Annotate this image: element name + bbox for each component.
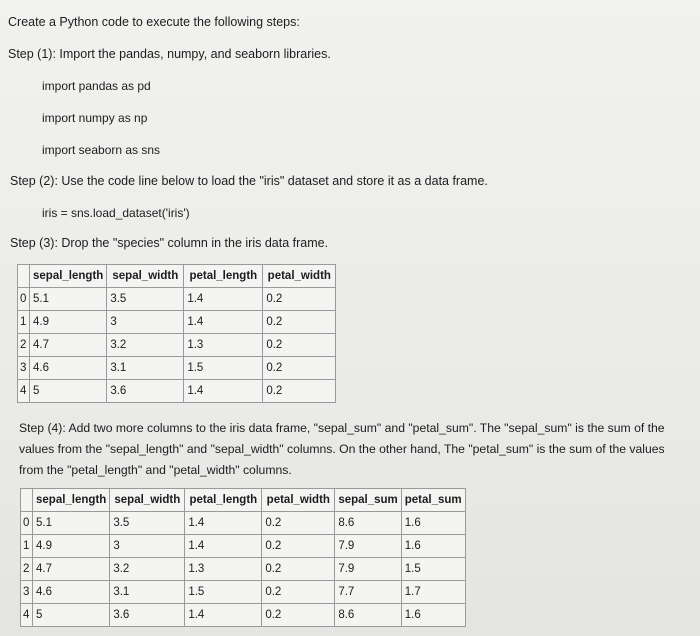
row-index-cell: 0 bbox=[21, 512, 33, 535]
table-cell: 3.1 bbox=[107, 357, 184, 380]
intro-text: Create a Python code to execute the following steps: bbox=[8, 15, 300, 29]
row-index-cell: 3 bbox=[18, 357, 30, 380]
table-row bbox=[18, 288, 336, 311]
table-cell: 1.5 bbox=[185, 581, 262, 604]
column-header: sepal_length bbox=[30, 265, 107, 288]
table-cell: 0.2 bbox=[262, 558, 335, 581]
code-load-dataset: iris = sns.load_dataset('iris') bbox=[42, 206, 190, 220]
table-cell: 1.6 bbox=[401, 535, 465, 558]
row-index-cell: 0 bbox=[18, 288, 30, 311]
column-header: sepal_width bbox=[107, 265, 184, 288]
iris-table-with-sums bbox=[20, 488, 466, 627]
code-import-numpy: import numpy as np bbox=[42, 111, 148, 125]
table-cell: 3.2 bbox=[107, 334, 184, 357]
table-cell: 0.2 bbox=[262, 604, 335, 627]
table-cell: 0.2 bbox=[263, 357, 336, 380]
table-cell: 5 bbox=[30, 380, 107, 403]
table-cell: 0.2 bbox=[262, 581, 335, 604]
row-index-cell: 3 bbox=[21, 581, 33, 604]
step2-text: Step (2): Use the code line below to load the "iris" dataset and store it as a data frame. bbox=[10, 174, 488, 188]
step4-text: Step (4): Add two more columns to the iris data frame, "sepal_sum" and "petal_sum". The "sepal_sum" is the sum of the values from the "sepal_length" and "sepal_width" columns. On the other hand, The "petal_sum" is the sum of the values from the "petal_length" and "petal_width" columns. bbox=[19, 421, 665, 477]
table-row bbox=[21, 558, 466, 581]
table-cell: 8.6 bbox=[335, 604, 401, 627]
column-header: petal_width bbox=[263, 265, 336, 288]
table-cell: 1.3 bbox=[184, 334, 263, 357]
row-index-cell: 2 bbox=[21, 558, 33, 581]
table-cell: 1.6 bbox=[401, 512, 465, 535]
table-cell: 5 bbox=[33, 604, 110, 627]
table-cell: 0.2 bbox=[262, 535, 335, 558]
table-cell: 1.3 bbox=[185, 558, 262, 581]
table-cell: 1.4 bbox=[185, 512, 262, 535]
table-cell: 5.1 bbox=[33, 512, 110, 535]
table-header-row bbox=[21, 489, 466, 512]
table-cell: 1.4 bbox=[185, 604, 262, 627]
table-row bbox=[21, 604, 466, 627]
code-import-seaborn: import seaborn as sns bbox=[42, 143, 161, 157]
row-index-cell: 1 bbox=[18, 311, 30, 334]
code-import-pandas: import pandas as pd bbox=[42, 79, 151, 93]
row-index-cell: 4 bbox=[21, 604, 33, 627]
table-row bbox=[21, 581, 466, 604]
table-row bbox=[21, 512, 466, 535]
row-index-cell: 2 bbox=[18, 334, 30, 357]
row-index-cell: 4 bbox=[18, 380, 30, 403]
table-cell: 7.9 bbox=[335, 535, 401, 558]
column-header: sepal_width bbox=[110, 489, 185, 512]
column-header: sepal_sum bbox=[335, 489, 401, 512]
table-row bbox=[18, 311, 336, 334]
table-row bbox=[21, 535, 466, 558]
table-cell: 1.5 bbox=[184, 357, 263, 380]
column-header: sepal_length bbox=[33, 489, 110, 512]
table-cell: 5.1 bbox=[30, 288, 107, 311]
table-cell: 1.4 bbox=[184, 288, 263, 311]
table-cell: 1.4 bbox=[185, 535, 262, 558]
column-header: petal_length bbox=[184, 265, 263, 288]
step3-text: Step (3): Drop the "species" column in the iris data frame. bbox=[10, 236, 329, 250]
table-header-row bbox=[18, 265, 336, 288]
table-cell: 7.7 bbox=[335, 581, 401, 604]
table-cell: 4.6 bbox=[33, 581, 110, 604]
table-cell: 3.5 bbox=[107, 288, 184, 311]
index-header bbox=[18, 265, 30, 288]
table-cell: 0.2 bbox=[263, 288, 336, 311]
column-header: petal_length bbox=[185, 489, 262, 512]
step1-text: Step (1): Import the pandas, numpy, and seaborn libraries. bbox=[8, 47, 331, 61]
index-header bbox=[21, 489, 33, 512]
table-cell: 1.5 bbox=[401, 558, 465, 581]
table-row bbox=[18, 334, 336, 357]
table-cell: 0.2 bbox=[262, 512, 335, 535]
table-row bbox=[18, 357, 336, 380]
table-cell: 0.2 bbox=[263, 334, 336, 357]
table-cell: 8.6 bbox=[335, 512, 401, 535]
table-cell: 3.6 bbox=[110, 604, 185, 627]
table-cell: 4.9 bbox=[33, 535, 110, 558]
iris-table-dropped-species bbox=[17, 264, 336, 403]
table-cell: 1.4 bbox=[184, 380, 263, 403]
table-cell: 4.9 bbox=[30, 311, 107, 334]
row-index-cell: 1 bbox=[21, 535, 33, 558]
table-cell: 0.2 bbox=[263, 380, 336, 403]
table-cell: 1.7 bbox=[401, 581, 465, 604]
table-cell: 1.4 bbox=[184, 311, 263, 334]
table-row bbox=[18, 380, 336, 403]
column-header: petal_width bbox=[262, 489, 335, 512]
table-cell: 3 bbox=[110, 535, 185, 558]
table-cell: 3.5 bbox=[110, 512, 185, 535]
table-cell: 4.6 bbox=[30, 357, 107, 380]
table-cell: 4.7 bbox=[33, 558, 110, 581]
table-cell: 0.2 bbox=[263, 311, 336, 334]
column-header: petal_sum bbox=[401, 489, 465, 512]
table-cell: 3.6 bbox=[107, 380, 184, 403]
table-cell: 3.1 bbox=[110, 581, 185, 604]
table-cell: 3 bbox=[107, 311, 184, 334]
table-cell: 3.2 bbox=[110, 558, 185, 581]
table-cell: 7.9 bbox=[335, 558, 401, 581]
table-cell: 4.7 bbox=[30, 334, 107, 357]
table-cell: 1.6 bbox=[401, 604, 465, 627]
